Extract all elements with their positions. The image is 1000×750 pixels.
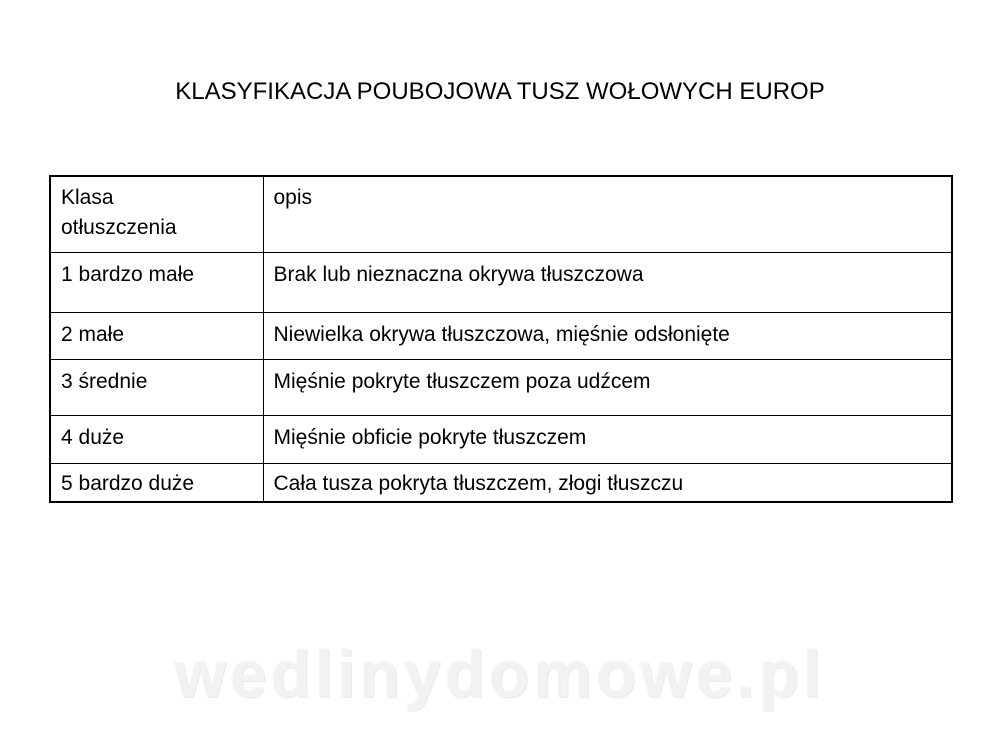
class-cell: 2 małe <box>50 312 263 359</box>
table-row <box>50 252 952 312</box>
description-cell: Cała tusza pokryta tłuszczem, złogi tłuszczu <box>263 463 952 502</box>
header-class-line2: otłuszczenia <box>61 216 177 239</box>
description-cell: Mięśnie pokryte tłuszczem poza udźcem <box>263 359 952 415</box>
header-cell-description: opis <box>263 176 952 252</box>
description-cell: Brak lub nieznaczna okrywa tłuszczowa <box>263 252 952 312</box>
class-cell: 3 średnie <box>50 359 263 415</box>
classification-table <box>49 175 953 503</box>
table-row <box>50 415 952 463</box>
watermark-text: wedlinydomowe.pl <box>174 637 826 711</box>
table-row <box>50 359 952 415</box>
table-header-row <box>50 176 952 252</box>
description-cell: Niewielka okrywa tłuszczowa, mięśnie odsłonięte <box>263 312 952 359</box>
classification-table-container <box>49 175 951 503</box>
table-row <box>50 463 952 502</box>
page-title: KLASYFIKACJA POUBOJOWA TUSZ WOŁOWYCH EUROP <box>175 78 825 105</box>
class-cell: 5 bardzo duże <box>50 463 263 502</box>
header-cell-class <box>50 176 263 252</box>
table-row <box>50 312 952 359</box>
description-cell: Mięśnie obficie pokryte tłuszczem <box>263 415 952 463</box>
class-cell: 1 bardzo małe <box>50 252 263 312</box>
class-cell: 4 duże <box>50 415 263 463</box>
header-class-line1: Klasa <box>61 186 114 209</box>
